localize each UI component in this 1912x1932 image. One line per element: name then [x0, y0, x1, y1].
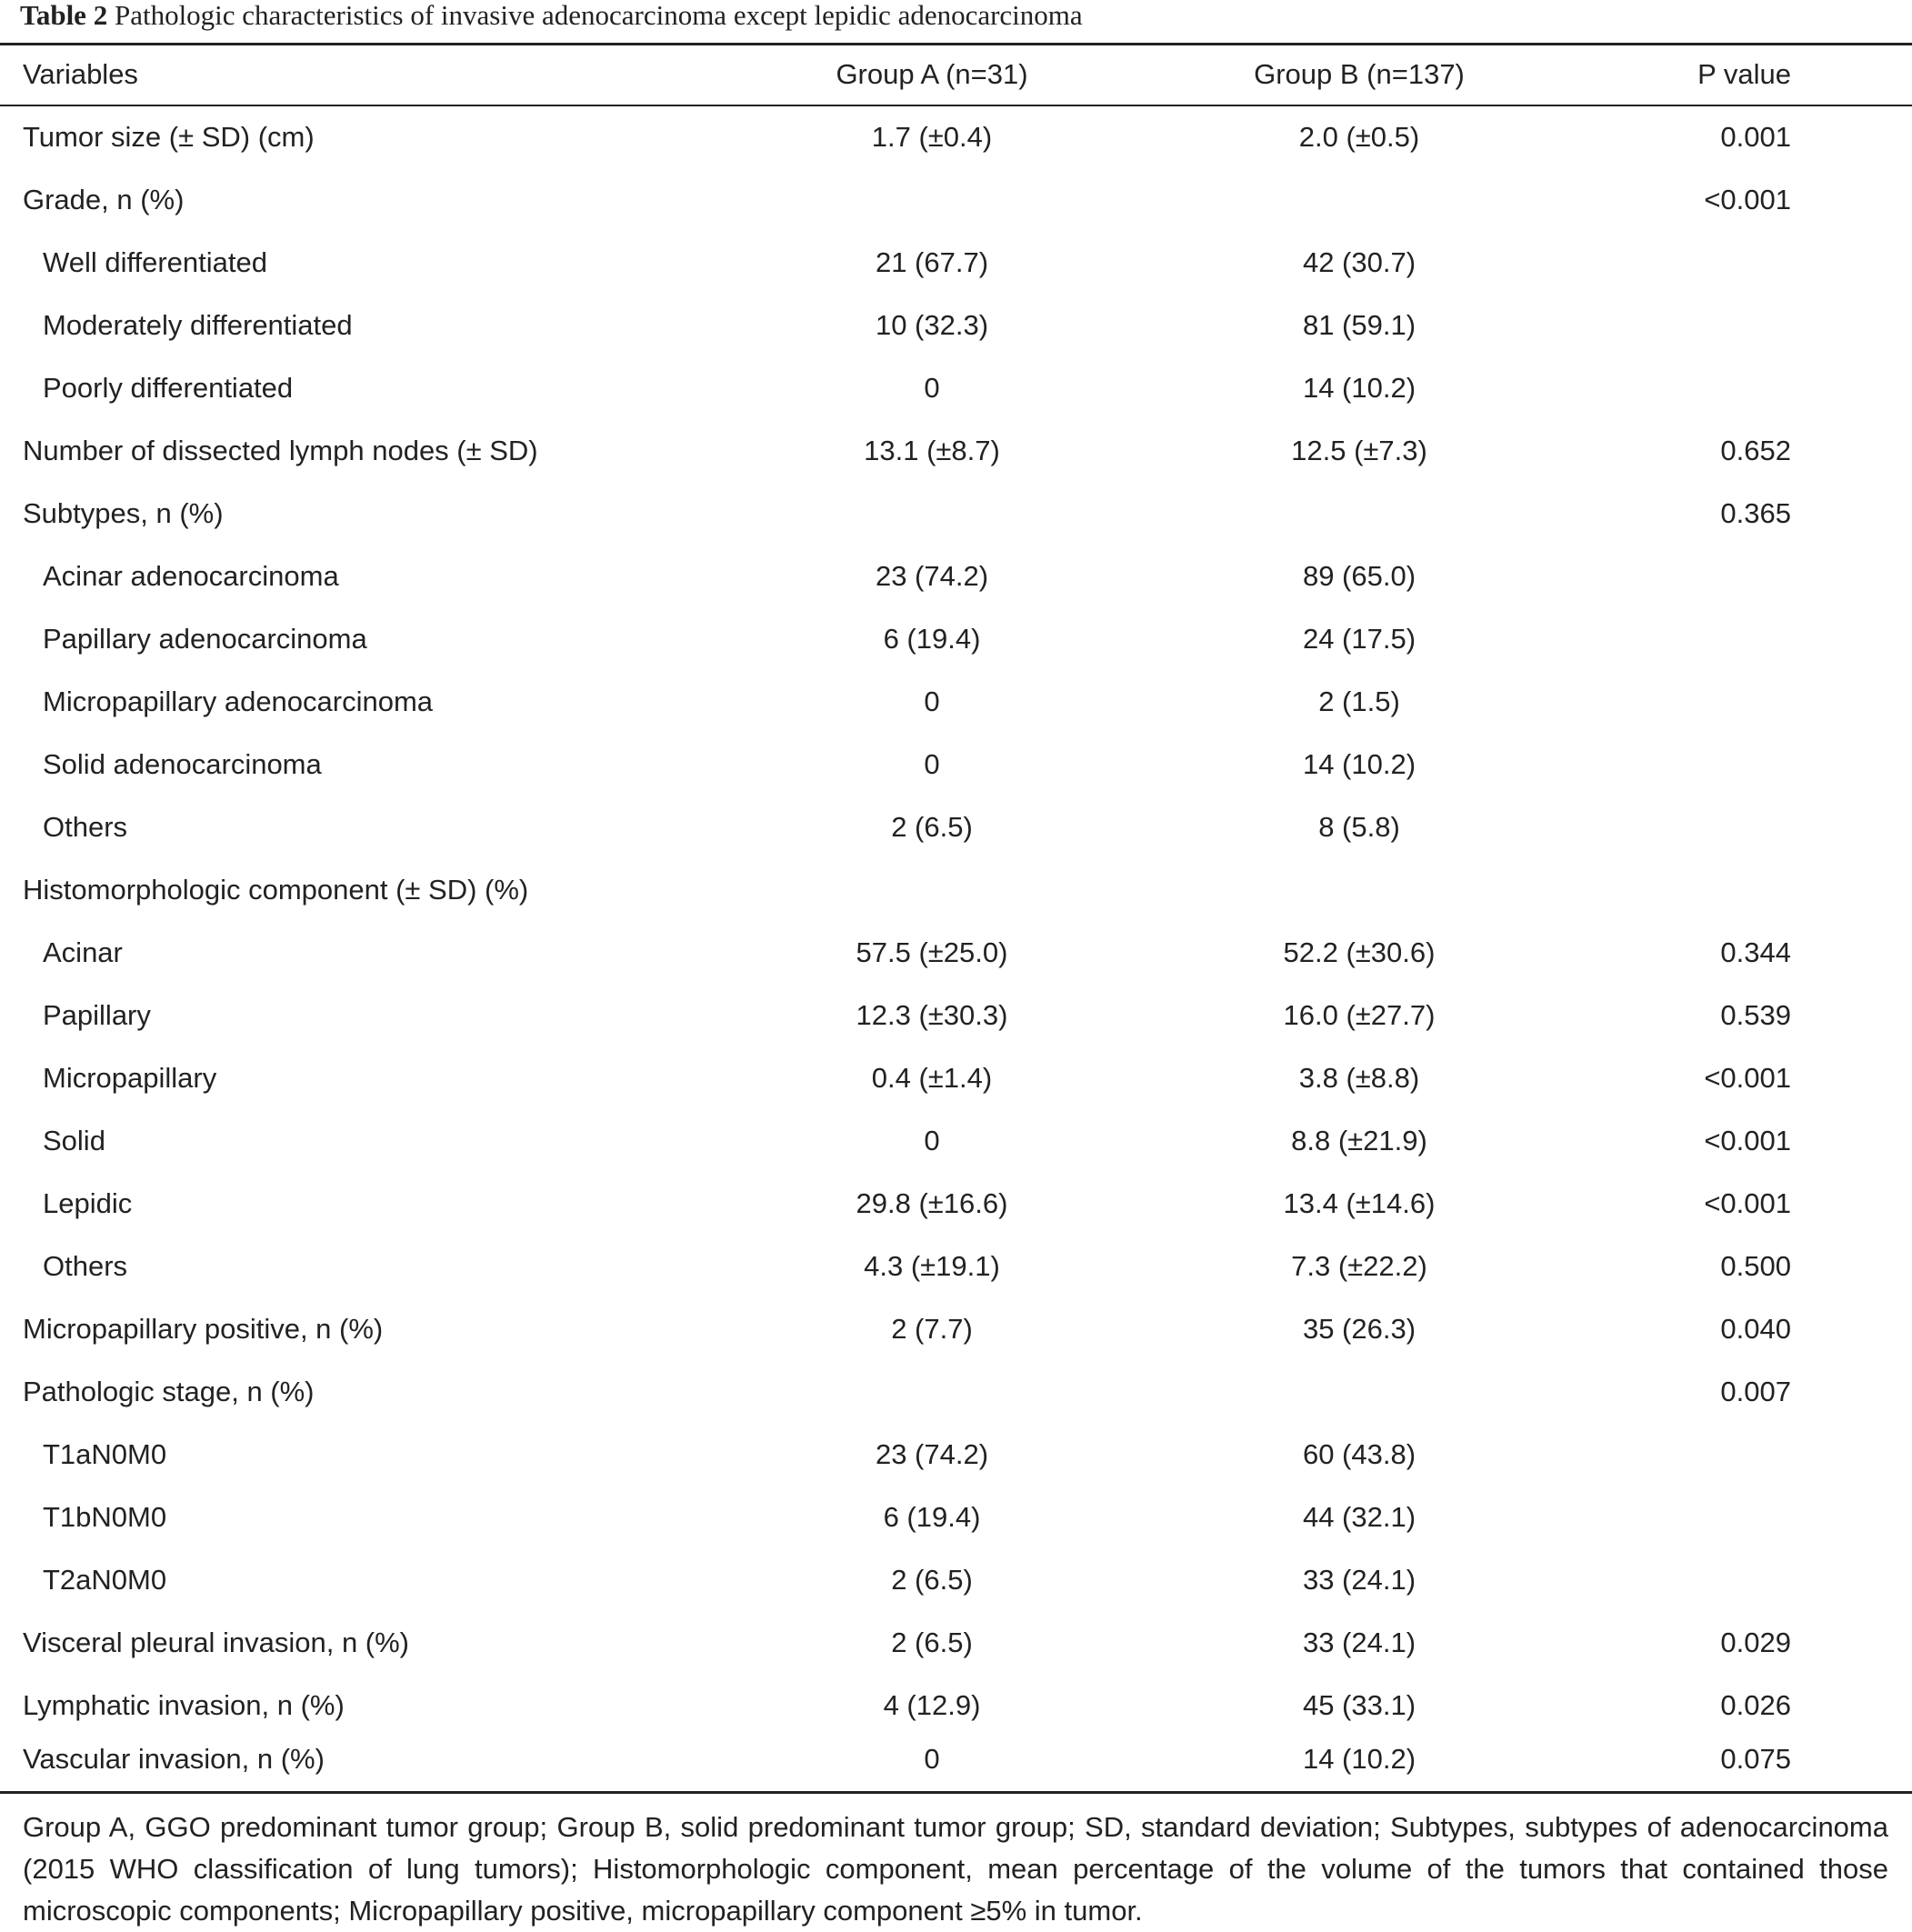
row-group-b: 24 (17.5)	[1302, 623, 1416, 655]
row-variable: Micropapillary adenocarcinoma	[43, 686, 434, 717]
table-row	[0, 1360, 1912, 1423]
row-group-a: 23 (74.2)	[875, 560, 989, 592]
row-variable: Others	[43, 1250, 128, 1282]
row-variable: Micropapillary positive, n (%)	[23, 1313, 384, 1345]
row-variable: Subtypes, n (%)	[23, 497, 224, 529]
table-row	[0, 858, 1912, 921]
row-variable: Acinar	[43, 936, 123, 968]
table-row	[0, 1235, 1912, 1297]
table-header	[0, 43, 1912, 105]
table-row	[0, 1486, 1912, 1548]
row-group-a: 0	[924, 748, 940, 780]
row-p-value: <0.001	[1704, 1125, 1791, 1156]
row-variable: Lymphatic invasion, n (%)	[23, 1689, 345, 1721]
row-group-a: 23 (74.2)	[875, 1438, 989, 1470]
table-row	[0, 796, 1912, 858]
row-group-b: 35 (26.3)	[1302, 1313, 1416, 1345]
table-row	[0, 356, 1912, 419]
row-p-value: 0.075	[1720, 1743, 1791, 1775]
row-group-a: 0	[924, 1743, 940, 1775]
row-group-b: 42 (30.7)	[1302, 246, 1416, 278]
row-variable: Tumor size (± SD) (cm)	[23, 121, 315, 153]
table-title: Pathologic characteristics of invasive adenocarcinoma except lepidic adenocarcinoma	[114, 0, 1083, 31]
row-group-a: 0	[924, 1125, 940, 1156]
row-group-b: 14 (10.2)	[1302, 748, 1416, 780]
row-group-a: 2 (6.5)	[891, 1564, 973, 1596]
table-row	[0, 168, 1912, 231]
row-p-value: 0.344	[1720, 936, 1791, 968]
header-group-b: Group B (n=137)	[1254, 58, 1465, 90]
row-p-value: 0.001	[1720, 121, 1791, 153]
row-group-a: 21 (67.7)	[875, 246, 989, 278]
table-row	[0, 1611, 1912, 1674]
row-variable: T2aN0M0	[43, 1564, 167, 1596]
row-variable: Solid	[43, 1125, 105, 1156]
row-variable: Moderately differentiated	[43, 309, 353, 341]
table-row	[0, 733, 1912, 796]
row-variable: Vascular invasion, n (%)	[23, 1743, 325, 1775]
row-group-b: 7.3 (±22.2)	[1291, 1250, 1427, 1282]
bottom-rule	[0, 1791, 1912, 1794]
row-variable: Visceral pleural invasion, n (%)	[23, 1627, 410, 1658]
row-group-b: 14 (10.2)	[1302, 1743, 1416, 1775]
table-row	[0, 1172, 1912, 1235]
row-p-value: <0.001	[1704, 1062, 1791, 1094]
table-row	[0, 419, 1912, 482]
row-group-a: 0.4 (±1.4)	[871, 1062, 993, 1094]
row-variable: Papillary adenocarcinoma	[43, 623, 367, 655]
row-p-value: 0.652	[1720, 435, 1791, 466]
row-p-value: 0.539	[1720, 999, 1791, 1031]
row-variable: T1aN0M0	[43, 1438, 167, 1470]
table-row	[0, 231, 1912, 294]
row-variable: Solid adenocarcinoma	[43, 748, 322, 780]
table-footnote: Group A, GGO predominant tumor group; Group B, solid predominant tumor group; SD, standard deviation; Subtypes, subtypes of adenocarcinoma (2015 WHO classification of lung tumors); Histomorphologic component, mean percentage of the volume of the tumors that contained those microscopic components; Micropapillary positive, micropapillary component ≥5% in tumor.	[23, 1811, 1888, 1927]
header-p-value: P value	[1697, 58, 1791, 90]
row-group-a: 1.7 (±0.4)	[871, 121, 993, 153]
table-row	[0, 921, 1912, 984]
row-group-a: 2 (6.5)	[891, 811, 973, 843]
table-row	[0, 294, 1912, 356]
table-row	[0, 545, 1912, 607]
row-group-b: 33 (24.1)	[1302, 1564, 1416, 1596]
row-variable: Lepidic	[43, 1187, 133, 1219]
table-row	[0, 1548, 1912, 1611]
row-group-b: 52.2 (±30.6)	[1283, 936, 1436, 968]
row-group-b: 13.4 (±14.6)	[1283, 1187, 1436, 1219]
row-group-b: 45 (33.1)	[1302, 1689, 1416, 1721]
row-group-b: 33 (24.1)	[1302, 1627, 1416, 1658]
row-group-b: 16.0 (±27.7)	[1283, 999, 1436, 1031]
table-row	[0, 670, 1912, 733]
row-group-a: 10 (32.3)	[875, 309, 989, 341]
row-group-b: 14 (10.2)	[1302, 372, 1416, 404]
row-group-a: 29.8 (±16.6)	[856, 1187, 1008, 1219]
row-variable: Grade, n (%)	[23, 184, 185, 215]
row-variable: Poorly differentiated	[43, 372, 294, 404]
row-group-b: 8 (5.8)	[1318, 811, 1400, 843]
row-variable: Acinar adenocarcinoma	[43, 560, 339, 592]
row-variable: Histomorphologic component (± SD) (%)	[23, 874, 529, 906]
row-p-value: <0.001	[1704, 184, 1791, 215]
row-group-b: 60 (43.8)	[1302, 1438, 1416, 1470]
row-group-b: 12.5 (±7.3)	[1291, 435, 1427, 466]
row-variable: Well differentiated	[43, 246, 268, 278]
row-group-a: 4.3 (±19.1)	[864, 1250, 1000, 1282]
row-variable: Pathologic stage, n (%)	[23, 1376, 315, 1407]
row-variable: Others	[43, 811, 128, 843]
row-p-value: 0.029	[1720, 1627, 1791, 1658]
table-row	[0, 1109, 1912, 1172]
table-row	[0, 984, 1912, 1046]
table-label: Table 2	[20, 0, 108, 31]
row-group-a: 0	[924, 372, 940, 404]
row-group-b: 81 (59.1)	[1302, 309, 1416, 341]
row-group-b: 8.8 (±21.9)	[1291, 1125, 1427, 1156]
row-p-value: <0.001	[1704, 1187, 1791, 1219]
row-group-a: 6 (19.4)	[883, 1501, 981, 1533]
row-group-b: 2.0 (±0.5)	[1298, 121, 1420, 153]
row-p-value: 0.500	[1720, 1250, 1791, 1282]
row-group-a: 12.3 (±30.3)	[856, 999, 1008, 1031]
row-variable: Number of dissected lymph nodes (± SD)	[23, 435, 538, 466]
row-variable: T1bN0M0	[43, 1501, 167, 1533]
row-p-value: 0.026	[1720, 1689, 1791, 1721]
row-group-a: 6 (19.4)	[883, 623, 981, 655]
table-row	[0, 482, 1912, 545]
row-p-value: 0.365	[1720, 497, 1791, 529]
row-group-a: 4 (12.9)	[883, 1689, 981, 1721]
table-row	[0, 105, 1912, 168]
row-group-b: 3.8 (±8.8)	[1298, 1062, 1420, 1094]
row-p-value: 0.007	[1720, 1376, 1791, 1407]
row-group-a: 2 (7.7)	[891, 1313, 973, 1345]
row-group-a: 2 (6.5)	[891, 1627, 973, 1658]
row-p-value: 0.040	[1720, 1313, 1791, 1345]
row-group-a: 57.5 (±25.0)	[856, 936, 1008, 968]
row-group-a: 0	[924, 686, 940, 717]
header-group-a: Group A (n=31)	[836, 58, 1028, 90]
table-caption	[20, 0, 1083, 35]
table-row	[0, 1727, 1912, 1790]
row-group-b: 89 (65.0)	[1302, 560, 1416, 592]
table-row	[0, 607, 1912, 670]
row-group-b: 2 (1.5)	[1318, 686, 1400, 717]
header-variables: Variables	[23, 58, 138, 90]
row-group-a: 13.1 (±8.7)	[864, 435, 1000, 466]
table-row	[0, 1046, 1912, 1109]
row-variable: Papillary	[43, 999, 151, 1031]
row-group-b: 44 (32.1)	[1302, 1501, 1416, 1533]
table-row	[0, 1423, 1912, 1486]
table-row	[0, 1297, 1912, 1360]
row-variable: Micropapillary	[43, 1062, 217, 1094]
